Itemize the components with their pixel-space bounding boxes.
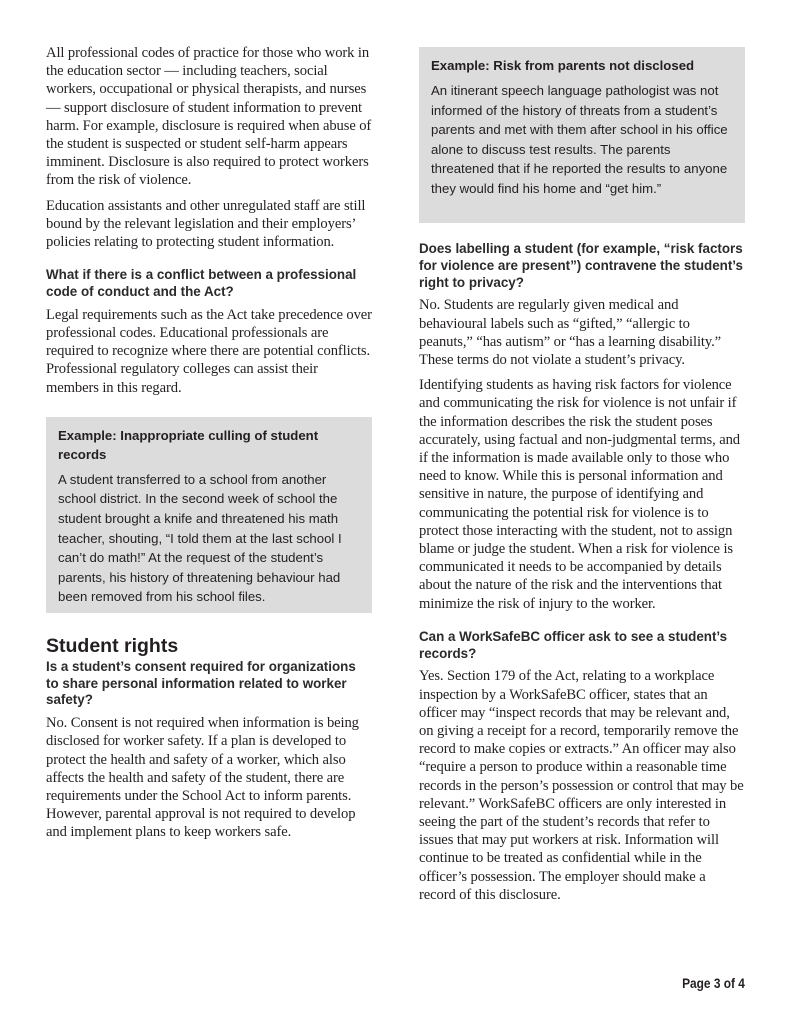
officer-question-heading: Can a WorkSafeBC officer ask to see a student’s records?	[419, 628, 728, 661]
page-number: Page 3 of 4	[682, 975, 745, 991]
left-column	[46, 44, 372, 849]
example-box-parents	[419, 47, 745, 223]
example-box-culling	[46, 417, 372, 613]
officer-answer: Yes. Section 179 of the Act, relating to a workplace inspection by a WorkSafeBC officer, states that an officer may “inspect records that may be relevant and, on giving a receipt for a record, temporarily remove the record to make copies or extracts.” An officer may also “require a person to produce within a reasonable time records in the person’s possession or control that may be relevant.” WorkSafeBC officers are only interested in seeing the part of the student’s records that refer to issues that may put workers at risk. Information will continue to be treated as confidential while in the officer’s possession. The employer should make a record of this disclosure.	[419, 668, 744, 903]
consent-answer: No. Consent is not required when information is being disclosed for worker safety. If a plan is developed to protect the health and safety of a worker, which also affects the health and safety of the student, there are requirements under the School Act to inform parents. However, parental approval is not required to develop and implement plans to keep workers safe.	[46, 715, 359, 841]
conflict-answer: Legal requirements such as the Act take precedence over professional codes. Educational professionals are required to recognize where there are potential conflicts. Professional regulatory colleges can assist their members in this regard.	[46, 306, 372, 396]
example-box-title: Example: Risk from parents not disclosed	[431, 58, 695, 73]
example-box-text: A student transferred to a school from another school district. In the second week of school the student brought a knife and threatened his math teacher, shouting, “I told them at the last school I can’t do math!” At the request of the student’s parents, his history of threatening behaviour had been removed from his school files.	[58, 471, 342, 605]
intro-paragraph-2: Education assistants and other unregulated staff are still bound by the relevant legislation and their employers’ policies relating to protecting student information.	[46, 197, 366, 251]
conflict-question-heading: What if there is a conflict between a professional code of conduct and the Act?	[46, 267, 357, 300]
labelling-question-heading: Does labelling a student (for example, “risk factors for violence are present”) contravene the student’s right to privacy?	[419, 241, 743, 290]
example-box-text: An itinerant speech language pathologist was not informed of the history of threats from a student’s parents and met with them after school in his office alone to discuss test results. The parents threatened that if he reported the results to anyone they would find his home and “get him.”	[431, 83, 728, 196]
section-heading-student-rights: Student rights	[46, 634, 179, 657]
intro-paragraph-1: All professional codes of practice for those who work in the education sector — including teachers, social workers, occupational or physical therapists, and nurses — support disclosure of student information to prevent harm. For example, disclosure is required when abuse of the student is suspected or student self-harm appears imminent. Disclosure is also required to protect workers from the risk of violence.	[46, 45, 372, 189]
labelling-answer-2: Identifying students as having risk factors for violence and communicating the risk for violence is not unfair if the information describes the risk the student poses accurately, using factual and non-judgmental terms, and if the information is made available only to those who need to know. While this is personal information and sensitive in nature, the purpose of identifying and communicating the potential risk for violence is to protect those interacting with the student, not to assign blame or judge the student. When a risk for violence is communicated it needs to be accompanied by details about the nature of the risk and the interventions that minimize the risk of injury to the worker.	[419, 377, 740, 612]
example-box-title: Example: Inappropriate culling of student records	[58, 427, 319, 462]
labelling-answer-1: No. Students are regularly given medical and behavioural labels such as “gifted,” “allergic to peanuts,” “has autism” or “has a learning disability.” These terms do not violate a student’s privacy.	[419, 297, 722, 368]
consent-question-heading: Is a student’s consent required for organizations to share personal information related to worker safety?	[46, 658, 356, 708]
right-column	[419, 47, 745, 911]
